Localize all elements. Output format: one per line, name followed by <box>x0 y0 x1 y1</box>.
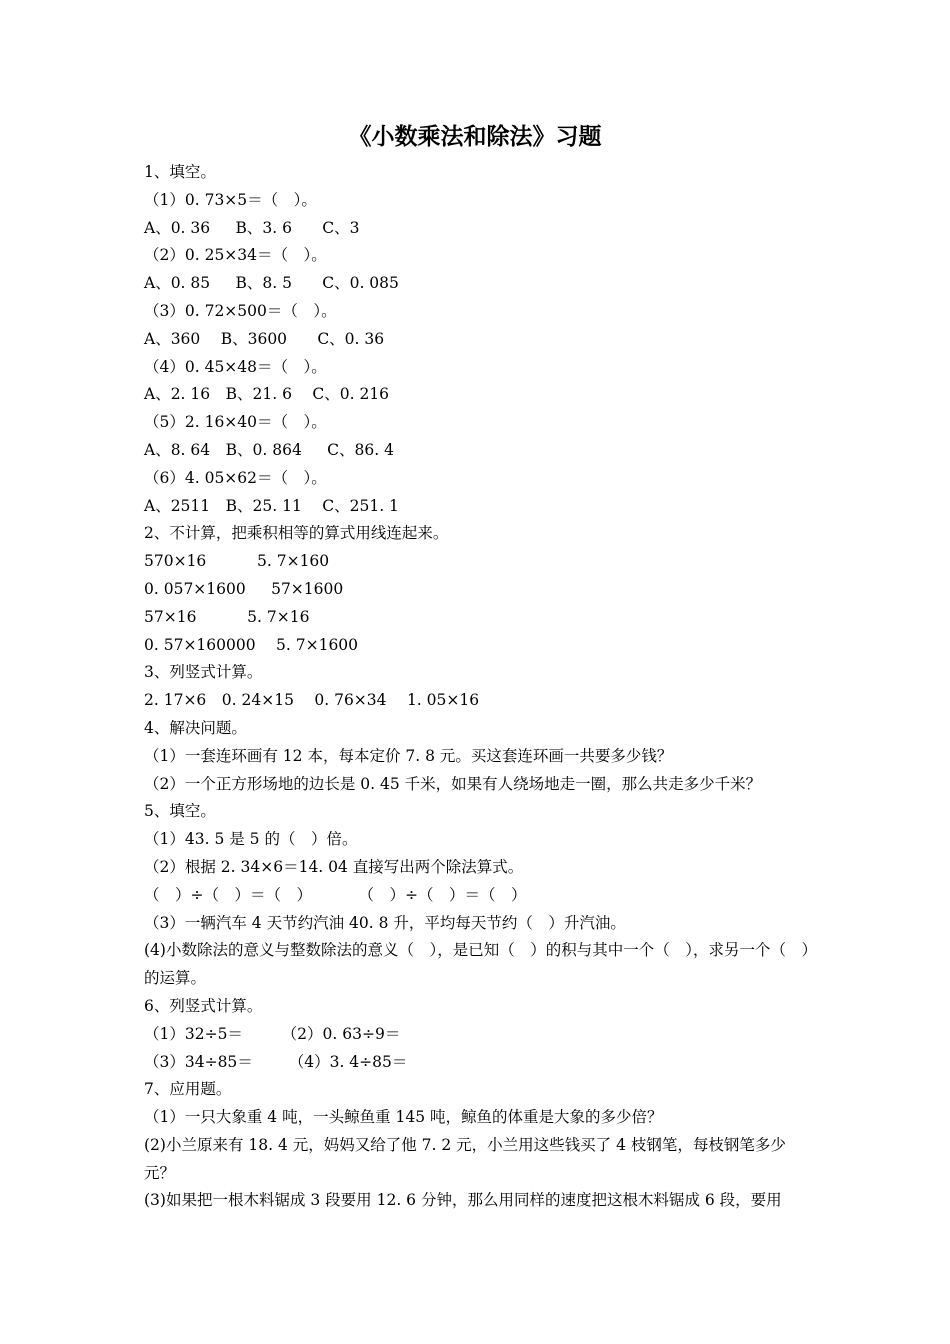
question-1-4: （4）0. 45×48＝（ ）。 <box>144 357 327 376</box>
calc-6-row-2: （3）34÷85＝ （4）3. 4÷85＝ <box>144 1052 408 1071</box>
vertical-calc-row: 2. 17×6 0. 24×15 0. 76×34 1. 05×16 <box>144 691 480 710</box>
question-5-3: （3）一辆汽车 4 天节约汽油 40. 8 升，平均每天节约（ ）升汽油。 <box>144 913 626 932</box>
section-6-heading: 6、列竖式计算。 <box>144 996 263 1015</box>
matching-row-1: 570×16 5. 7×160 <box>144 552 330 571</box>
question-1-6: （6）4. 05×62＝（ ）。 <box>144 468 327 487</box>
options-1-1: A、0. 36 B、3. 6 C、3 <box>144 218 360 237</box>
options-1-3: A、360 B、3600 C、0. 36 <box>144 329 385 348</box>
matching-row-4: 0. 57×160000 5. 7×1600 <box>144 635 359 654</box>
question-1-1: （1）0. 73×5＝（ ）。 <box>144 190 317 209</box>
section-4-heading: 4、解决问题。 <box>144 718 247 737</box>
question-5-4: (4)小数除法的意义与整数除法的意义（ ），是已知（ ）的积与其中一个（ ），求另一个（ ）的运算。 <box>144 941 810 988</box>
problem-7-2: (2)小兰原来有 18. 4 元，妈妈又给了他 7. 2 元，小兰用这些钱买了 4 枝钢笔，每枝钢笔多少元？ <box>144 1135 786 1182</box>
calc-6-row-1: （1）32÷5＝ （2）0. 63÷9＝ <box>144 1024 401 1043</box>
page-title: 《小数乘法和除法》习题 <box>348 123 602 150</box>
problem-7-1: （1）一只大象重 4 吨，一头鲸鱼重 145 吨，鲸鱼的体重是大象的多少倍？ <box>144 1108 663 1127</box>
section-7-heading: 7、应用题。 <box>144 1080 232 1099</box>
section-5-heading: 5、填空。 <box>144 802 216 821</box>
question-5-1: （1）43. 5 是 5 的（ ）倍。 <box>144 830 358 849</box>
matching-row-3: 57×16 5. 7×16 <box>144 607 310 626</box>
section-1-heading: 1、填空。 <box>144 163 216 181</box>
problem-7-3: (3)如果把一根木料锯成 3 段要用 12. 6 分钟，那么用同样的速度把这根木料锯成 6 段，要用 <box>144 1191 782 1210</box>
options-1-4: A、2. 16 B、21. 6 C、0. 216 <box>144 385 390 404</box>
options-1-2: A、0. 85 B、8. 5 C、0. 085 <box>144 274 399 293</box>
question-5-2: （2）根据 2. 34×6＝14. 04 直接写出两个除法算式。 <box>144 857 524 876</box>
options-1-6: A、2511 B、25. 11 C、251. 1 <box>144 496 399 515</box>
question-1-5: （5）2. 16×40＝（ ）。 <box>144 413 327 432</box>
question-1-2: （2）0. 25×34＝（ ）。 <box>144 246 327 265</box>
problem-4-1: （1）一套连环画有 12 本，每本定价 7. 8 元。买这套连环画一共要多少钱？ <box>144 746 673 765</box>
question-1-3: （3）0. 72×500＝（ ）。 <box>144 301 337 320</box>
section-3-heading: 3、列竖式计算。 <box>144 663 263 682</box>
problem-4-2: （2）一个正方形场地的边长是 0. 45 千米，如果有人绕场地走一圈，那么共走多少千米？ <box>144 774 762 793</box>
matching-row-2: 0. 057×1600 57×1600 <box>144 579 344 598</box>
exercise-body <box>144 159 810 1215</box>
section-2-heading: 2、不计算，把乘积相等的算式用线连起来。 <box>144 524 449 543</box>
options-1-5: A、8. 64 B、0. 864 C、86. 4 <box>144 440 394 459</box>
division-blanks: （ ）÷（ ）＝（ ） （ ）÷（ ）＝（ ） <box>144 885 527 904</box>
